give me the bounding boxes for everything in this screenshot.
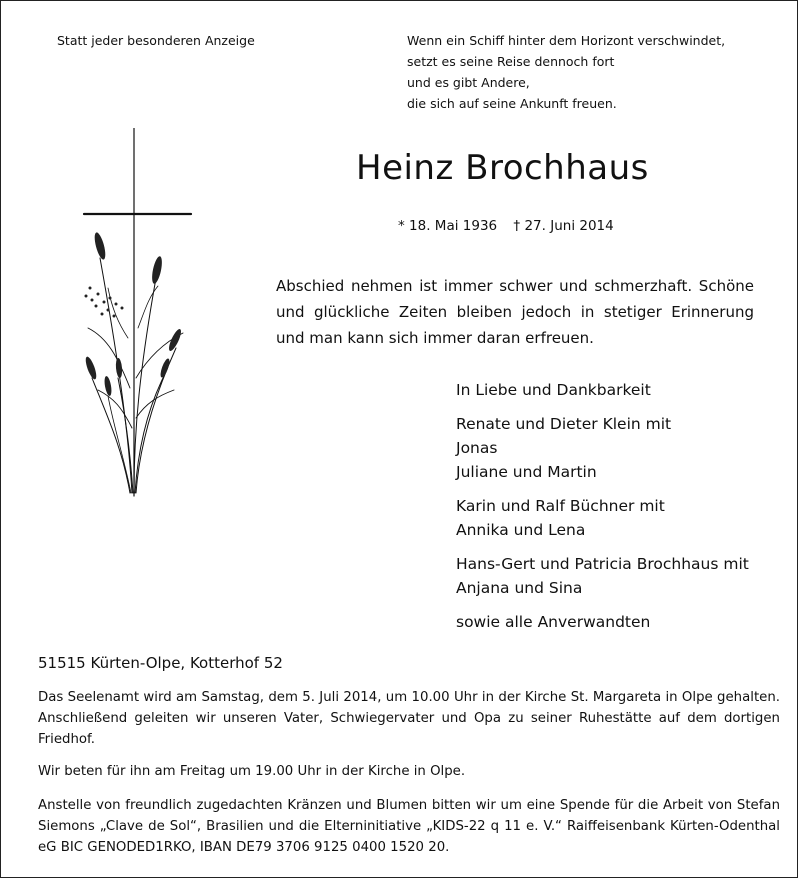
poem-line: setzt es seine Reise dennoch fort (407, 54, 615, 69)
family-line: Annika und Lena (456, 521, 586, 539)
poem-block (407, 30, 725, 114)
family-line: Juliane und Martin (456, 463, 597, 481)
family-line: Jonas (456, 439, 498, 457)
farewell-quote: Abschied nehmen ist immer schwer und schmerzhaft. Schöne und glückliche Zeiten bleiben jedoch in stetiger Erinnerung und man kann sich immer daran erfreuen. (276, 277, 754, 347)
family-intro: In Liebe und Dankbarkeit (456, 381, 651, 399)
poem-line: und es gibt Andere, (407, 75, 530, 90)
family-group (456, 494, 749, 542)
deceased-name: Heinz Brochhaus (356, 148, 649, 188)
death-date: † 27. Juni 2014 (513, 218, 614, 234)
service-paragraph: Das Seelenamt wird am Samstag, dem 5. Juli 2014, um 10.00 Uhr in der Kirche St. Margareta in Olpe gehalten. Anschließend geleiten wir unseren Vater, Schwiegervater und Opa zu seiner Ruhestätte auf dem dortigen Friedhof. (38, 690, 780, 747)
family-line: Hans-Gert und Patricia Brochhaus mit (456, 555, 749, 573)
family-line: sowie alle Anverwandten (456, 613, 651, 631)
birth-date: * 18. Mai 1936 (398, 218, 498, 234)
family-group (456, 552, 749, 600)
donation-paragraph: Anstelle von freundlich zugedachten Kränzen und Blumen bitten wir um eine Spende für die Arbeit von Stefan Siemons „Clave de Sol“, Brasilien und die Elterninitiative „KIDS-22 q 11 e. V.“ Raiffeisenbank Kürten-Odenthal eG BIC GENODED1RKO, IBAN DE79 3706 9125 0400 1520 20. (38, 798, 780, 855)
family-line: Renate und Dieter Klein mit (456, 415, 672, 433)
family-line: Karin und Ralf Büchner mit (456, 497, 665, 515)
address: 51515 Kürten-Olpe, Kotterhof 52 (38, 654, 283, 672)
family-group (456, 610, 749, 634)
life-dates (398, 218, 626, 234)
family-block (456, 378, 749, 634)
notice-label: Statt jeder besonderen Anzeige (57, 33, 255, 48)
poem-line: Wenn ein Schiff hinter dem Horizont verschwindet, (407, 33, 726, 48)
family-group (456, 412, 749, 484)
prayer-paragraph: Wir beten für ihn am Freitag um 19.00 Uhr in der Kirche in Olpe. (38, 764, 466, 779)
family-line: Anjana und Sina (456, 579, 583, 597)
poem-line: die sich auf seine Ankunft freuen. (407, 96, 617, 111)
cross-with-wheat-icon (78, 128, 198, 498)
